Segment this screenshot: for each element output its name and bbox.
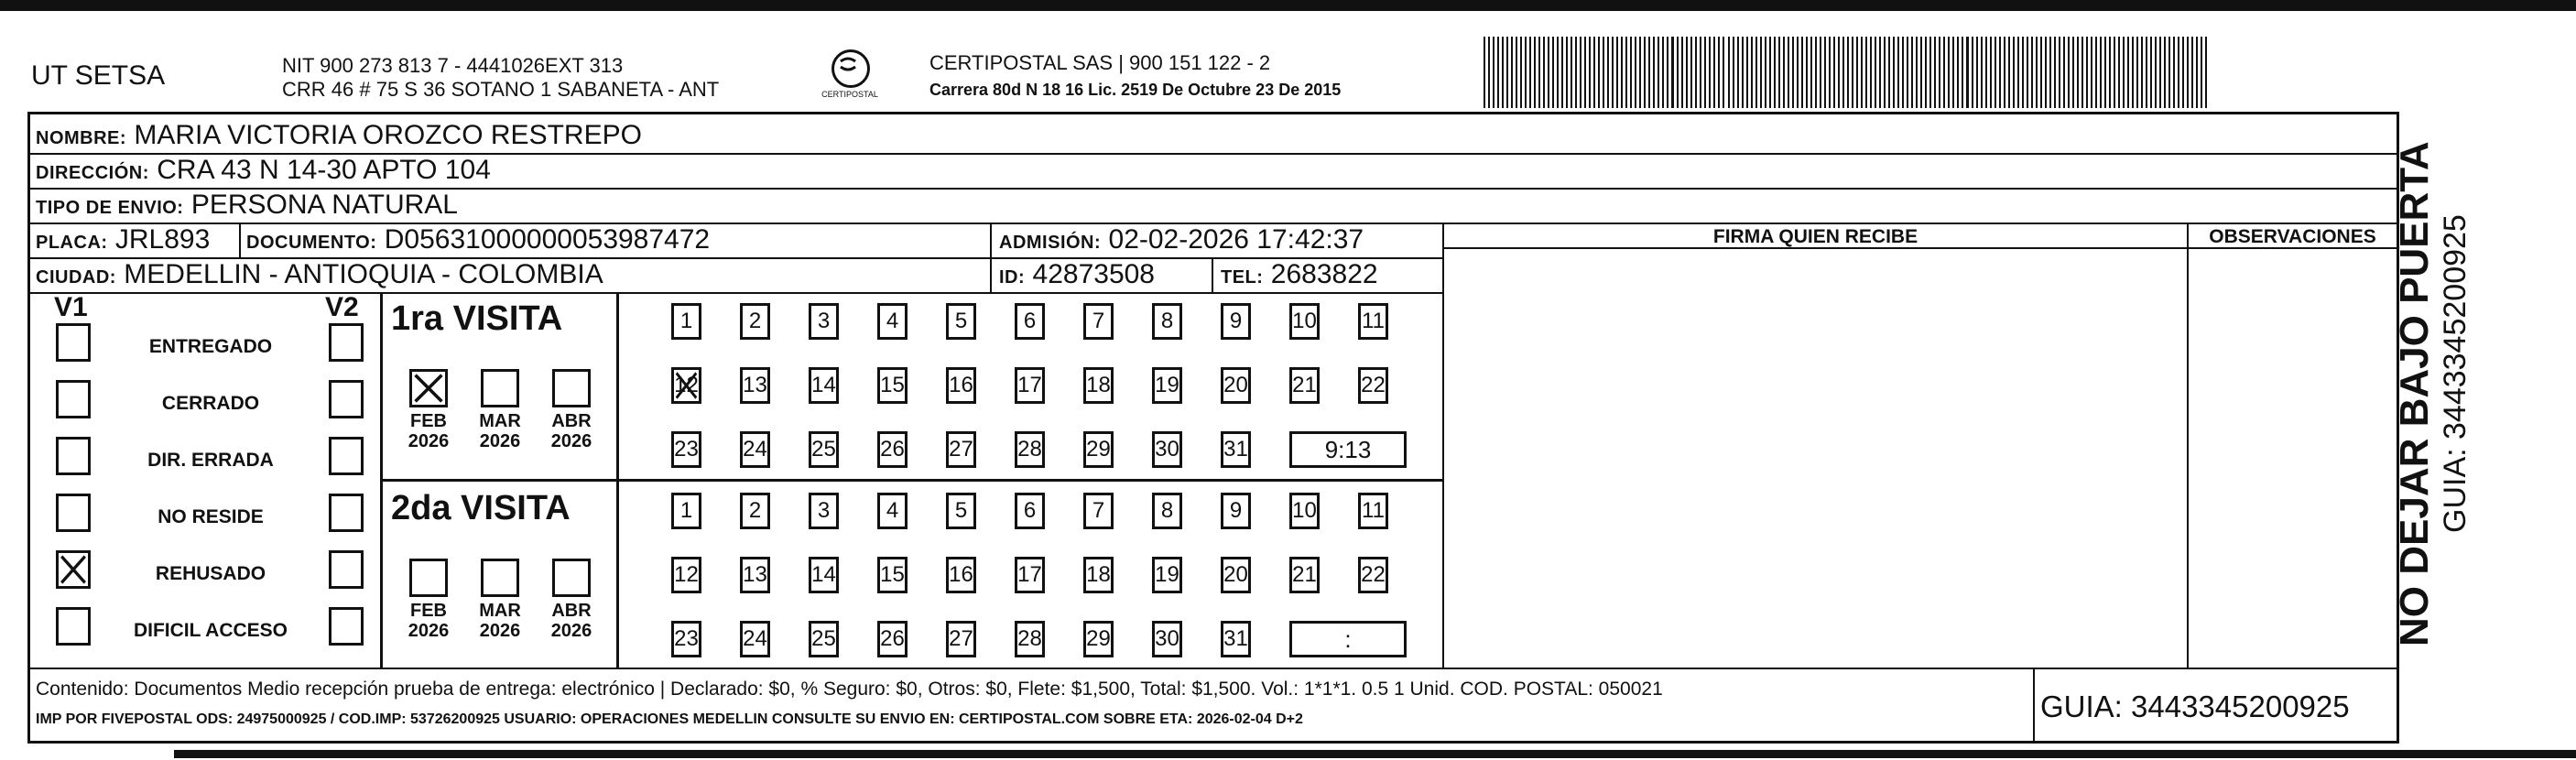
day-box[interactable]: 31: [1221, 621, 1251, 657]
firma-header: FIRMA QUIEN RECIBE: [1712, 226, 1918, 247]
v1-checkbox[interactable]: [56, 437, 91, 475]
day-box[interactable]: 24: [740, 431, 770, 468]
day-box[interactable]: 17: [1015, 557, 1045, 593]
v1-checkbox[interactable]: [56, 550, 91, 589]
month-label: [476, 411, 524, 451]
v2-checkbox[interactable]: [329, 550, 364, 589]
time-field[interactable]: :: [1289, 621, 1407, 657]
day-box[interactable]: 7: [1083, 493, 1114, 529]
month-checkbox[interactable]: [552, 369, 591, 407]
status-label: DIR. ERRADA: [147, 450, 274, 471]
day-box[interactable]: 3: [809, 493, 839, 529]
day-box[interactable]: 25: [809, 431, 839, 468]
day-box[interactable]: 21: [1289, 557, 1320, 593]
admision-value: 02-02-2026 17:42:37: [1108, 224, 1364, 255]
nombre-label: NOMBRE:: [36, 128, 127, 148]
month-year: 2026: [550, 621, 592, 641]
month-label: [548, 411, 595, 451]
day-box[interactable]: 30: [1152, 431, 1182, 468]
v2-checkbox[interactable]: [329, 380, 364, 418]
day-box[interactable]: 29: [1083, 621, 1114, 657]
day-box[interactable]: 5: [946, 493, 976, 529]
day-box[interactable]: 2: [740, 303, 770, 340]
month-year: 2026: [479, 621, 521, 641]
month-checkbox[interactable]: [481, 369, 519, 407]
admision-cell: [999, 224, 1364, 258]
status-label: DIFICIL ACCESO: [133, 620, 288, 641]
company-name: UT SETSA: [31, 60, 166, 91]
id-cell: [999, 259, 1155, 293]
v2-checkbox[interactable]: [329, 323, 364, 362]
contenido-text: Contenido: Documentos Medio recepción prueba de entrega: electrónico | Declarado: $0, % Seguro: $0, Otros: $0, Flete: $1,500, Total: $1,500. Vol.: 1*1*1. 0.5 1 Unid. COD. POSTAL: 050021: [36, 679, 1663, 700]
placa-label: PLACA:: [36, 233, 108, 253]
status-label: ENTREGADO: [148, 336, 273, 357]
signature-area[interactable]: [1444, 249, 2187, 668]
day-box[interactable]: 22: [1358, 557, 1388, 593]
ciudad-value: MEDELLIN - ANTIOQUIA - COLOMBIA: [124, 259, 603, 289]
shipping-form: [27, 112, 2399, 744]
day-box[interactable]: 16: [946, 367, 976, 404]
imp-text: IMP POR FIVEPOSTAL ODS: 24975000925 / COD.IMP: 53726200925 USUARIO: OPERACIONES MEDELLIN CONSULTE SU ENVIO EN: CERTIPOSTAL.COM SOBRE ETA: 2026-02-04 D+2: [36, 711, 1303, 727]
day-box[interactable]: 3: [809, 303, 839, 340]
tel-value: 2683822: [1270, 259, 1378, 289]
day-box[interactable]: 15: [877, 557, 908, 593]
status-label: REHUSADO: [155, 563, 266, 584]
v1-header: V1: [54, 292, 88, 322]
v2-header: V2: [325, 292, 359, 322]
day-box[interactable]: 28: [1015, 621, 1045, 657]
month-name: ABR: [551, 411, 592, 431]
direccion-row: [36, 155, 491, 189]
day-box[interactable]: 13: [740, 367, 770, 404]
month-year: 2026: [408, 431, 450, 451]
day-box[interactable]: 11: [1358, 493, 1388, 529]
month-year: 2026: [479, 431, 521, 451]
day-box[interactable]: 7: [1083, 303, 1114, 340]
direccion-label: DIRECCIÓN:: [36, 163, 149, 183]
day-box[interactable]: 6: [1015, 303, 1045, 340]
month-name: ABR: [551, 601, 592, 621]
placa-cell: [36, 224, 210, 258]
month-name: FEB: [410, 411, 447, 431]
day-box[interactable]: 16: [946, 557, 976, 593]
tel-label: TEL:: [1221, 267, 1264, 288]
status-label: NO RESIDE: [158, 506, 264, 527]
day-box[interactable]: 12: [671, 557, 701, 593]
documento-label: DOCUMENTO:: [246, 233, 377, 253]
v2-checkbox[interactable]: [329, 437, 364, 475]
month-checkbox[interactable]: [409, 559, 448, 597]
month-label: [405, 411, 452, 451]
day-box[interactable]: 26: [877, 431, 908, 468]
day-box[interactable]: 27: [946, 431, 976, 468]
nombre-row: [36, 120, 642, 154]
day-box[interactable]: 14: [809, 367, 839, 404]
day-box[interactable]: 9: [1221, 493, 1251, 529]
top-border-bar: [0, 0, 2576, 11]
day-box[interactable]: 31: [1221, 431, 1251, 468]
month-checkbox[interactable]: [552, 559, 591, 597]
day-box[interactable]: 13: [740, 557, 770, 593]
day-box[interactable]: 6: [1015, 493, 1045, 529]
month-label: [405, 601, 452, 641]
month-name: MAR: [479, 601, 521, 621]
placa-value: JRL893: [114, 224, 211, 255]
day-box[interactable]: 10: [1289, 493, 1320, 529]
day-box[interactable]: 23: [671, 621, 701, 657]
visit-title: 1ra VISITA: [391, 299, 563, 338]
direccion-value: CRA 43 N 14-30 APTO 104: [157, 155, 491, 185]
logo-text: CERTIPOSTAL: [821, 90, 878, 99]
v1-checkbox[interactable]: [56, 494, 91, 532]
certipostal-logo: [813, 49, 886, 104]
tipo-envio-value: PERSONA NATURAL: [190, 190, 458, 220]
day-box[interactable]: 27: [946, 621, 976, 657]
id-value: 42873508: [1032, 259, 1155, 289]
time-field[interactable]: 9:13: [1289, 431, 1407, 468]
day-box[interactable]: 30: [1152, 621, 1182, 657]
documento-value: D05631000000053987472: [384, 224, 711, 255]
month-year: 2026: [408, 621, 450, 641]
day-box[interactable]: 10: [1289, 303, 1320, 340]
day-box[interactable]: 28: [1015, 431, 1045, 468]
month-label: [476, 601, 524, 641]
v1-checkbox[interactable]: [56, 607, 91, 646]
day-box[interactable]: 18: [1083, 367, 1114, 404]
license-line: Carrera 80d N 18 16 Lic. 2519 De Octubre 23 De 2015: [929, 81, 1342, 99]
tipo-envio-row: [36, 190, 458, 223]
day-box[interactable]: 25: [809, 621, 839, 657]
nit-line: NIT 900 273 813 7 - 4441026EXT 313: [282, 54, 624, 77]
documento-cell: [246, 224, 710, 258]
tipo-envio-label: TIPO DE ENVIO:: [36, 198, 184, 218]
v2-checkbox[interactable]: [329, 607, 364, 646]
no-dejar-bajo-puerta: NO DEJAR BAJO PUERTA: [2392, 141, 2437, 646]
admision-label: ADMISIÓN:: [999, 233, 1102, 253]
company-address: CRR 46 # 75 S 36 SOTANO 1 SABANETA - ANT: [282, 78, 720, 101]
v1-checkbox[interactable]: [56, 380, 91, 418]
certipostal-line: CERTIPOSTAL SAS | 900 151 122 - 2: [929, 51, 1271, 74]
status-label: CERRADO: [161, 393, 260, 414]
day-box[interactable]: 8: [1152, 303, 1182, 340]
tel-cell: [1221, 259, 1378, 293]
v2-checkbox[interactable]: [329, 494, 364, 532]
day-box[interactable]: 4: [877, 493, 908, 529]
day-box[interactable]: 18: [1083, 557, 1114, 593]
day-box[interactable]: 12: [671, 367, 701, 404]
ciudad-label: CIUDAD:: [36, 267, 116, 288]
day-box[interactable]: 5: [946, 303, 976, 340]
day-box[interactable]: 19: [1152, 367, 1182, 404]
observaciones-header: OBSERVACIONES: [2209, 226, 2376, 247]
day-box[interactable]: 17: [1015, 367, 1045, 404]
v1-checkbox[interactable]: [56, 323, 91, 362]
day-box[interactable]: 19: [1152, 557, 1182, 593]
day-box[interactable]: 20: [1221, 557, 1251, 593]
observations-area[interactable]: [2189, 249, 2397, 668]
day-box[interactable]: 20: [1221, 367, 1251, 404]
day-box[interactable]: 22: [1358, 367, 1388, 404]
month-name: FEB: [410, 601, 447, 621]
month-label: [548, 601, 595, 641]
day-box[interactable]: 8: [1152, 493, 1182, 529]
day-box[interactable]: 29: [1083, 431, 1114, 468]
day-box[interactable]: 1: [671, 493, 701, 529]
day-box[interactable]: 26: [877, 621, 908, 657]
visit-title: 2da VISITA: [391, 489, 571, 527]
footer-guia: GUIA: 3443345200925: [2040, 689, 2350, 723]
day-box[interactable]: 1: [671, 303, 701, 340]
day-box[interactable]: 21: [1289, 367, 1320, 404]
day-box[interactable]: 11: [1358, 303, 1388, 340]
id-label: ID:: [999, 267, 1026, 288]
day-box[interactable]: 4: [877, 303, 908, 340]
day-box[interactable]: 9: [1221, 303, 1251, 340]
month-name: MAR: [479, 411, 521, 431]
barcode: [1484, 37, 2207, 108]
ciudad-row: [36, 259, 603, 293]
bottom-border-bar: [174, 750, 2576, 758]
day-box[interactable]: 15: [877, 367, 908, 404]
day-box[interactable]: 24: [740, 621, 770, 657]
day-box[interactable]: 14: [809, 557, 839, 593]
nombre-value: MARIA VICTORIA OROZCO RESTREPO: [134, 120, 642, 150]
month-checkbox[interactable]: [481, 559, 519, 597]
side-guia: GUIA: 3443345200925: [2438, 214, 2473, 533]
day-box[interactable]: 23: [671, 431, 701, 468]
day-box[interactable]: 2: [740, 493, 770, 529]
logo-icon: [831, 49, 870, 88]
month-checkbox[interactable]: [409, 369, 448, 407]
month-year: 2026: [550, 431, 592, 451]
